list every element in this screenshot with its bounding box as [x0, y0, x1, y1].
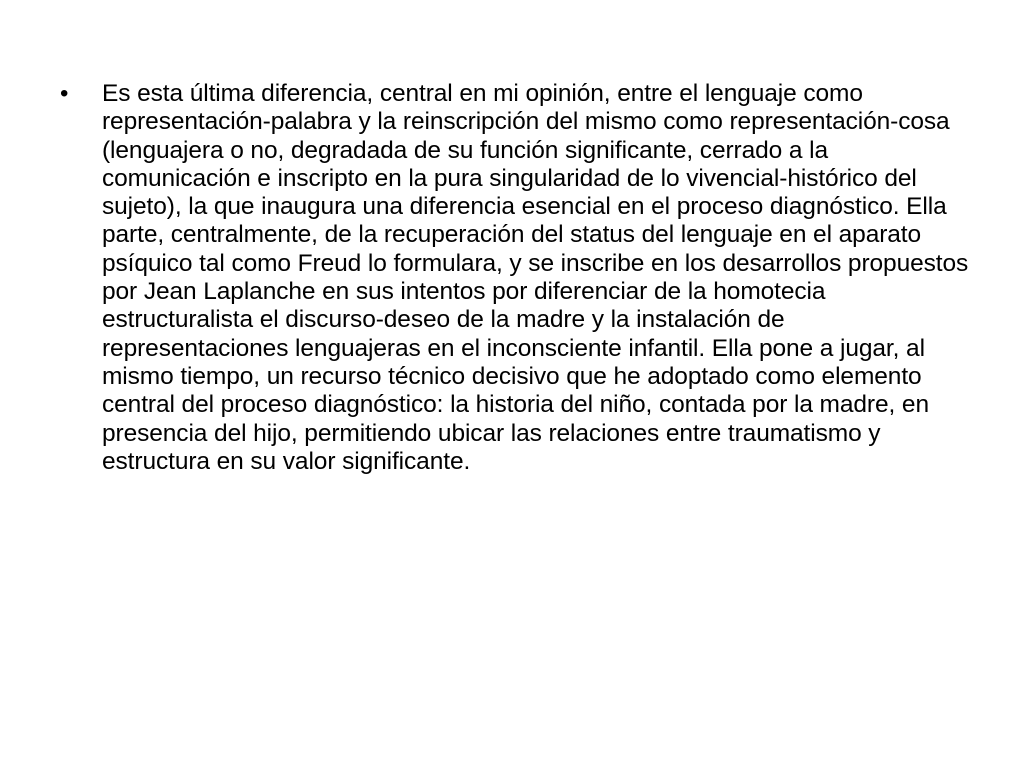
bullet-list [60, 80, 970, 476]
bullet-marker: • [60, 80, 69, 107]
bullet-text: Es esta última diferencia, central en mi opinión, entre el lenguaje como representación-palabra y la reinscripción del mismo como representación-cosa (lenguajera o no, degradada de su función significante, cerrado a la comunicación e inscripto en la pura singularidad de lo vivencial-histórico del sujeto), la que inaugura una diferencia esencial en el proceso diagnóstico. Ella parte, centralmente, de la recuperación del status del lenguaje en el aparato psíquico tal como Freud lo formulara, y se inscribe en los desarrollos propuestos por Jean Laplanche en sus intentos por diferenciar de la homotecia estructuralista el discurso-deseo de la madre y la instalación de representaciones lenguajeras en el inconsciente infantil. Ella pone a jugar, al mismo tiempo, un recurso técnico decisivo que he adoptado como elemento central del proceso diagnóstico: la historia del niño, contada por la madre, en presencia del hijo, permitiendo ubicar las relaciones entre traumatismo y estructura en su valor significante. [102, 80, 969, 475]
bullet-item [60, 80, 970, 476]
slide-content [60, 80, 970, 476]
